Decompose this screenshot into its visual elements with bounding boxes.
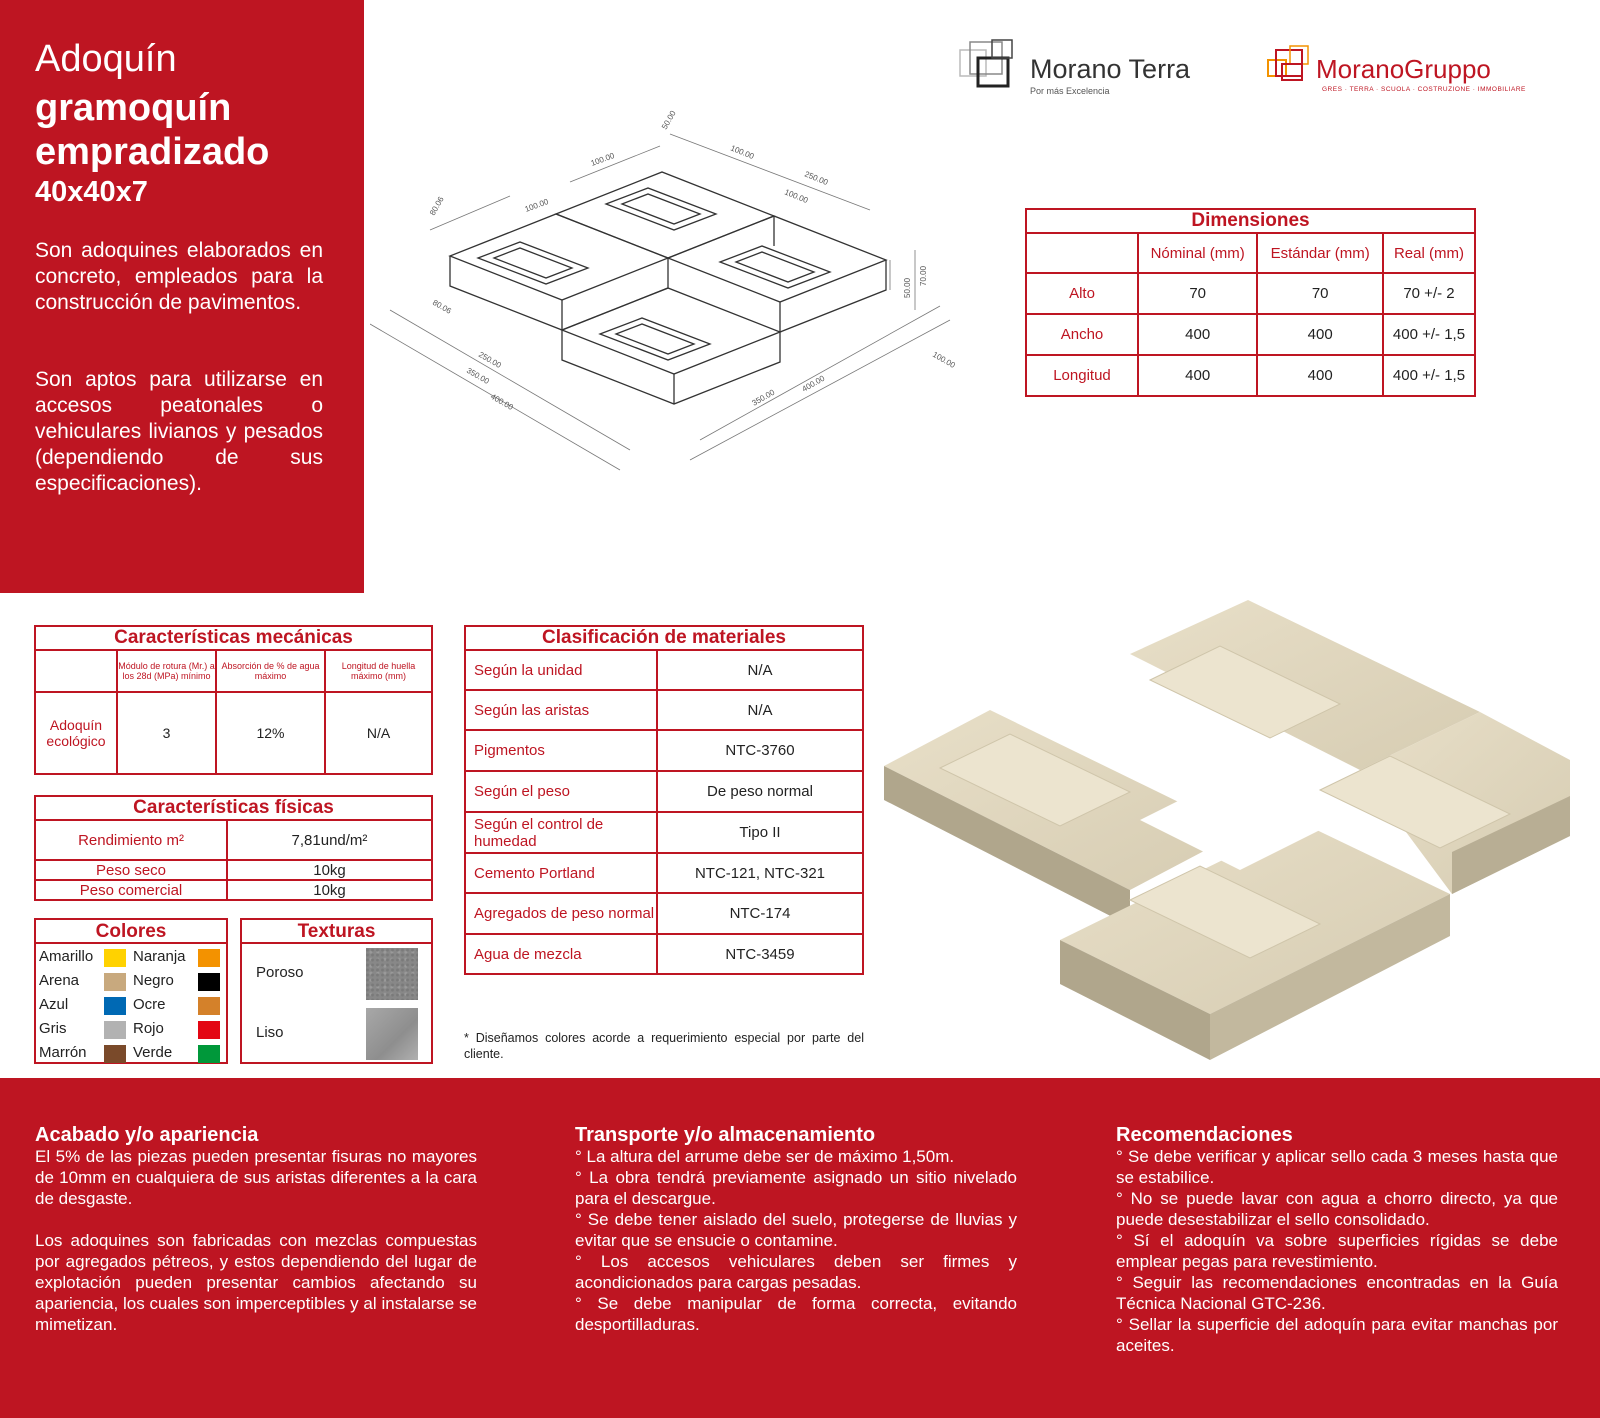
footer-column-transporte [575, 1124, 1017, 1335]
materials-row-label: Según la unidad [465, 650, 657, 690]
mechanical-header-absorcion: Absorción de % de agua máximo [216, 650, 325, 692]
materials-row-label: Según el control de humedad [465, 812, 657, 853]
footer-band [0, 1078, 1600, 1418]
footer-column-acabado [35, 1124, 477, 1335]
physical-row-label: Peso seco [35, 860, 227, 880]
dim-label: 100.00 [523, 197, 550, 214]
title-adoquin: Adoquín [35, 38, 177, 80]
color-name: Rojo [133, 1020, 164, 1037]
materials-row-label: Según las aristas [465, 690, 657, 730]
color-swatch [104, 1045, 126, 1063]
color-name: Gris [39, 1020, 67, 1037]
custom-colors-note: * Diseñamos colores acorde a requerimiento especial por parte del cliente. [464, 1031, 864, 1061]
dim-label: 100.00 [931, 349, 957, 370]
dim-label: 100.00 [729, 143, 756, 162]
physical-cell: 7,81und/m² [227, 820, 432, 860]
footer-item: ° Los accesos vehiculares deben ser firmes y acondicionados para cargas pesadas. [575, 1252, 1017, 1292]
title-size: 40x40x7 [35, 176, 148, 208]
texture-swatch-poroso [366, 948, 418, 1000]
texture-label-liso: Liso [256, 1024, 284, 1041]
dim-label: 100.00 [783, 187, 810, 206]
morano-gruppo-tagline: GRES · TERRA · SCUOLA · COSTRUZIONE · IMMOBILIARE [1322, 86, 1526, 93]
dim-label: 80.06 [431, 297, 453, 316]
dimensions-cell: 400 +/- 1,5 [1383, 355, 1475, 396]
dim-label: 250.00 [477, 349, 503, 370]
mechanical-row-label: Adoquín ecológico [35, 692, 117, 774]
physical-row-label: Rendimiento m² [35, 820, 227, 860]
dimensions-cell: 70 [1257, 273, 1383, 314]
textures-panel [240, 918, 433, 1064]
dim-label: 250.00 [803, 169, 830, 188]
dimensions-cell: 400 [1138, 355, 1257, 396]
dimensions-row-label: Alto [1026, 273, 1138, 314]
materials-row-label: Cemento Portland [465, 853, 657, 893]
footer-title-recomendaciones: Recomendaciones [1116, 1124, 1293, 1146]
materials-cell: NTC-174 [657, 893, 863, 934]
color-swatch [198, 973, 220, 991]
texture-swatch-liso [366, 1008, 418, 1060]
materials-row-label: Pigmentos [465, 730, 657, 771]
textures-title: Texturas [242, 920, 431, 944]
dimensions-row-label: Ancho [1026, 314, 1138, 355]
color-swatch [104, 973, 126, 991]
physical-cell: 10kg [227, 860, 432, 880]
morano-gruppo-name-a: Morano [1316, 54, 1405, 84]
mechanical-header-rotura: Módulo de rotura (Mr.) a los 28d (MPa) mínimo [117, 650, 216, 692]
morano-gruppo-logo [1266, 44, 1546, 100]
mechanical-cell: 12% [216, 692, 325, 774]
color-name: Negro [133, 972, 174, 989]
dim-label: 350.00 [750, 387, 777, 408]
footer-item: ° Se debe manipular de forma correcta, evitando desportilladuras. [575, 1294, 1017, 1334]
materials-cell: NTC-3459 [657, 934, 863, 974]
dimensions-header-estandar: Estándar (mm) [1257, 233, 1383, 273]
hero-panel [0, 0, 364, 593]
footer-item: ° La obra tendrá previamente asignado un sitio nivelado para el descargue. [575, 1168, 1017, 1208]
color-swatch [198, 949, 220, 967]
physical-cell: 10kg [227, 880, 432, 900]
materials-cell: Tipo II [657, 812, 863, 853]
color-name: Amarillo [39, 948, 94, 965]
color-swatch [198, 1021, 220, 1039]
color-name: Verde [133, 1044, 173, 1061]
mechanical-corner-cell [35, 650, 117, 692]
texture-label-poroso: Poroso [256, 964, 304, 981]
morano-terra-tagline: Por más Excelencia [1030, 86, 1110, 96]
color-swatch [198, 997, 220, 1015]
title-product [35, 86, 269, 174]
footer-item: ° Sellar la superficie del adoquín para evitar manchas por aceites. [1116, 1315, 1558, 1355]
title-empradizado: empradizado [35, 131, 270, 173]
mechanical-cell: 3 [117, 692, 216, 774]
colors-panel [34, 918, 228, 1064]
color-name: Ocre [133, 996, 166, 1013]
dimensions-header-nominal: Nóminal (mm) [1138, 233, 1257, 273]
colors-title: Colores [36, 920, 226, 944]
dimensions-header-real: Real (mm) [1383, 233, 1475, 273]
dim-label: 100.00 [589, 151, 616, 168]
footer-paragraph: El 5% de las piezas pueden presentar fisuras no mayores de 10mm en cualquiera de sus aristas diferentes a la cara de desgaste. [35, 1147, 477, 1208]
dimensions-row-label: Longitud [1026, 355, 1138, 396]
technical-drawing [370, 110, 970, 490]
color-name: Arena [39, 972, 80, 989]
materials-row-label: Según el peso [465, 771, 657, 812]
color-swatch [104, 997, 126, 1015]
color-name: Naranja [133, 948, 186, 965]
materials-cell: NTC-121, NTC-321 [657, 853, 863, 893]
dimensions-cell: 400 +/- 1,5 [1383, 314, 1475, 355]
dimensions-cell: 70 [1138, 273, 1257, 314]
mechanical-title: Características mecánicas [35, 626, 432, 650]
morano-terra-logo [958, 38, 1228, 100]
footer-title-acabado: Acabado y/o apariencia [35, 1124, 259, 1146]
color-swatch [198, 1045, 220, 1063]
hero-description-1: Son adoquines elaborados en concreto, empleados para la construcción de pavimentos. [35, 239, 323, 314]
footer-item: ° Seguir las recomendaciones encontradas en la Guía Técnica Nacional GTC-236. [1116, 1273, 1558, 1313]
mechanical-cell: N/A [325, 692, 432, 774]
dim-label: 80.06 [427, 195, 446, 217]
physical-row-label: Peso comercial [35, 880, 227, 900]
materials-cell: N/A [657, 690, 863, 730]
materials-cell: NTC-3760 [657, 730, 863, 771]
dimensions-title: Dimensiones [1026, 209, 1475, 233]
materials-row-label: Agregados de peso normal [465, 893, 657, 934]
dim-label: 50.00 [659, 110, 678, 131]
hero-description-2: Son aptos para utilizarse en accesos peatonales o vehiculares livianos y pesados (dependiendo de sus especificaciones). [35, 368, 323, 495]
footer-item: ° No se puede lavar con agua a chorro directo, ya que puede desestabilizar el sello consolidado. [1116, 1189, 1558, 1229]
color-name: Marrón [39, 1044, 87, 1061]
title-gramoquin: gramoquín [35, 87, 232, 129]
footer-item: ° Se debe tener aislado del suelo, protegerse de lluvias y evitar que se ensucie o contamine. [575, 1210, 1017, 1250]
footer-item: ° Sí el adoquín va sobre superficies rígidas se debe emplear pegas para revestimiento. [1116, 1231, 1558, 1271]
morano-terra-name: Morano Terra [1030, 54, 1191, 84]
color-swatch [104, 1021, 126, 1039]
dimensions-cell: 400 [1138, 314, 1257, 355]
materials-cell: N/A [657, 650, 863, 690]
materials-row-label: Agua de mezcla [465, 934, 657, 974]
footer-title-transporte: Transporte y/o almacenamiento [575, 1124, 876, 1146]
mechanical-header-huella: Longitud de huella máximo (mm) [325, 650, 432, 692]
footer-column-recomendaciones [1116, 1124, 1558, 1356]
mechanical-table [34, 625, 433, 775]
materials-title: Clasificación de materiales [465, 626, 863, 650]
dim-label: 50.00 [903, 277, 912, 298]
morano-gruppo-name-b: Gruppo [1404, 54, 1491, 84]
physical-table [34, 795, 433, 901]
dimensions-corner-cell [1026, 233, 1138, 273]
footer-item: ° Se debe verificar y aplicar sello cada 3 meses hasta que se estabilice. [1116, 1147, 1558, 1187]
dim-label: 400.00 [800, 373, 827, 394]
materials-cell: De peso normal [657, 771, 863, 812]
dimensions-cell: 400 [1257, 314, 1383, 355]
color-swatch [104, 949, 126, 967]
paver-render [880, 600, 1580, 1060]
dim-label: 350.00 [465, 365, 491, 386]
dimensions-cell: 400 [1257, 355, 1383, 396]
physical-title: Características físicas [35, 796, 432, 820]
color-name: Azul [39, 996, 69, 1013]
dim-label: 400.00 [489, 391, 515, 412]
footer-item: ° La altura del arrume debe ser de máximo 1,50m. [575, 1147, 955, 1166]
dim-label: 70.00 [919, 265, 928, 286]
dimensions-cell: 70 +/- 2 [1383, 273, 1475, 314]
footer-paragraph: Los adoquines son fabricadas con mezclas compuestas por agregados pétreos, y estos dependiendo del lugar de explotación pueden presentar cambios afectando su apariencia, los cuales son imperceptibles y al instalarse se mimetizan. [35, 1231, 477, 1334]
dimensions-table [1025, 208, 1476, 397]
materials-table [464, 625, 864, 975]
